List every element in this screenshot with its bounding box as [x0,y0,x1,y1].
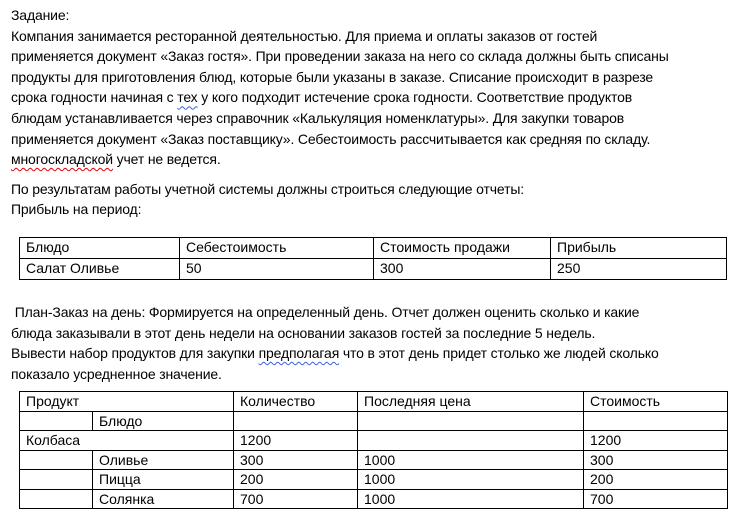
text-segment: что в этот день придет столько же людей сколько [339,345,659,362]
paragraph-line: По результатам работы учетной системы должны строиться следующие отчеты: [11,180,524,197]
task-heading: Задание: [11,7,70,23]
cell-dish: Оливье [93,450,234,470]
cell-dish: Салат Оливье [20,258,180,279]
table-row [20,470,728,490]
paragraph-line: Компания занимается ресторанной деятельностью. Для приема и оплаты заказов от гостей [11,27,598,44]
indent-cell [20,470,93,490]
text-segment: срока годности начиная с [11,89,178,106]
indent-cell [20,411,93,431]
profit-table [19,237,727,280]
cell-cost: 200 [584,470,728,490]
profit-header-sale-price: Стоимость продажи [374,237,551,258]
table-row [20,258,727,279]
cell-cost: 1200 [584,431,728,451]
cell-last-price: 1000 [358,489,584,509]
profit-header-cost: Себестоимость [180,237,374,258]
grammar-flagged-word: тех [177,89,198,106]
paragraph-line: продукты для приготовления блюд, которые были указаны в заказе. Списание происходит в разрезе [11,68,654,85]
reports-intro-paragraph [11,179,734,220]
paragraph-line [11,87,734,108]
table-row [20,411,728,431]
plan-header-product: Продукт [20,392,234,412]
table-row [20,450,728,470]
paragraph-line [11,149,734,170]
table-row [20,431,728,451]
table-header-row [20,237,727,258]
spelling-flagged-word: многоскладской [11,151,113,168]
cell-cost [584,411,728,431]
indent-cell [20,489,93,509]
task-description-paragraph [11,26,734,170]
grammar-flagged-word: предполагая [258,345,340,362]
text-segment: Вывести набор продуктов для закупки [11,345,259,362]
cell-dish-label: Блюдо [93,411,234,431]
cell-cost: 700 [584,489,728,509]
cell-last-price [358,411,584,431]
table-header-row [20,392,728,412]
plan-table [19,391,728,509]
profit-header-profit: Прибыль [551,237,727,258]
cell-quantity: 300 [234,450,358,470]
cell-cost: 300 [584,450,728,470]
paragraph-line: применяется документ «Заказ гостя». При проведении заказа на него со склада должны быть списаны [11,48,669,65]
plan-header-cost: Стоимость [584,392,728,412]
cell-quantity: 700 [234,489,358,509]
table-row [20,489,728,509]
paragraph-line: применяется документ «Заказ поставщику». Себестоимость рассчитывается как средняя по складу. [11,130,651,147]
cell-cost: 50 [180,258,374,279]
paragraph-line: План-Заказ на день: Формируется на определенный день. Отчет должен оценить сколько и какие [11,303,640,320]
cell-profit: 250 [551,258,727,279]
profit-header-dish: Блюдо [20,237,180,258]
cell-dish: Солянка [93,489,234,509]
cell-sale-price: 300 [374,258,551,279]
plan-header-quantity: Количество [234,392,358,412]
cell-quantity [234,411,358,431]
text-segment: учет не ведется. [112,151,221,168]
cell-quantity: 200 [234,470,358,490]
plan-header-last-price: Последняя цена [358,392,584,412]
plan-order-paragraph [11,302,734,384]
cell-dish: Пицца [93,470,234,490]
cell-product: Колбаса [20,431,234,451]
paragraph-line: Прибыль на период: [11,201,142,218]
paragraph-line: блюда заказывали в этот день недели на основании заказов гостей за последние 5 недель. [11,324,596,341]
cell-last-price: 1000 [358,470,584,490]
paragraph-line [11,343,734,364]
cell-last-price [358,431,584,451]
cell-quantity: 1200 [234,431,358,451]
indent-cell [20,450,93,470]
paragraph-line: блюдам устанавливается через справочник «Калькуляция номенклатуры». Для закупки товаров [11,109,624,126]
paragraph-line: показало усредненное значение. [11,365,222,382]
text-segment: у кого подходит истечение срока годности. Соответствие продуктов [197,89,633,106]
cell-last-price: 1000 [358,450,584,470]
